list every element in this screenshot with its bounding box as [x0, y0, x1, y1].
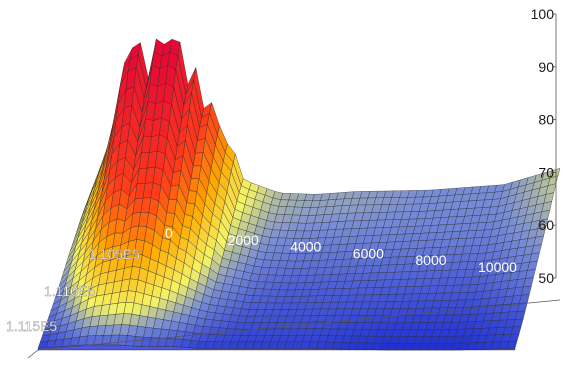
x-tick-label: 6000 [352, 245, 384, 262]
z-tick-label: 50 [538, 270, 554, 286]
x-tick-label: 10000 [478, 259, 517, 275]
z-tick-label: 90 [538, 58, 554, 75]
x-tick-label: 8000 [415, 252, 447, 269]
x-tick-label: 0 [165, 225, 173, 241]
surface-mesh [38, 39, 560, 350]
y-tick-label: 1.105E5 [88, 246, 141, 262]
z-tick-label: 60 [538, 217, 554, 234]
z-tick-label: 100 [530, 6, 554, 22]
y-tick-label: 1.110E5 [44, 283, 96, 299]
z-tick-label: 80 [538, 111, 554, 128]
z-tick-label: 70 [538, 164, 554, 181]
x-tick-label: 2000 [227, 231, 259, 248]
y-tick-label: 1.115E5 [6, 318, 58, 334]
x-tick-label: 4000 [290, 238, 322, 255]
y-axis-line [28, 350, 38, 358]
